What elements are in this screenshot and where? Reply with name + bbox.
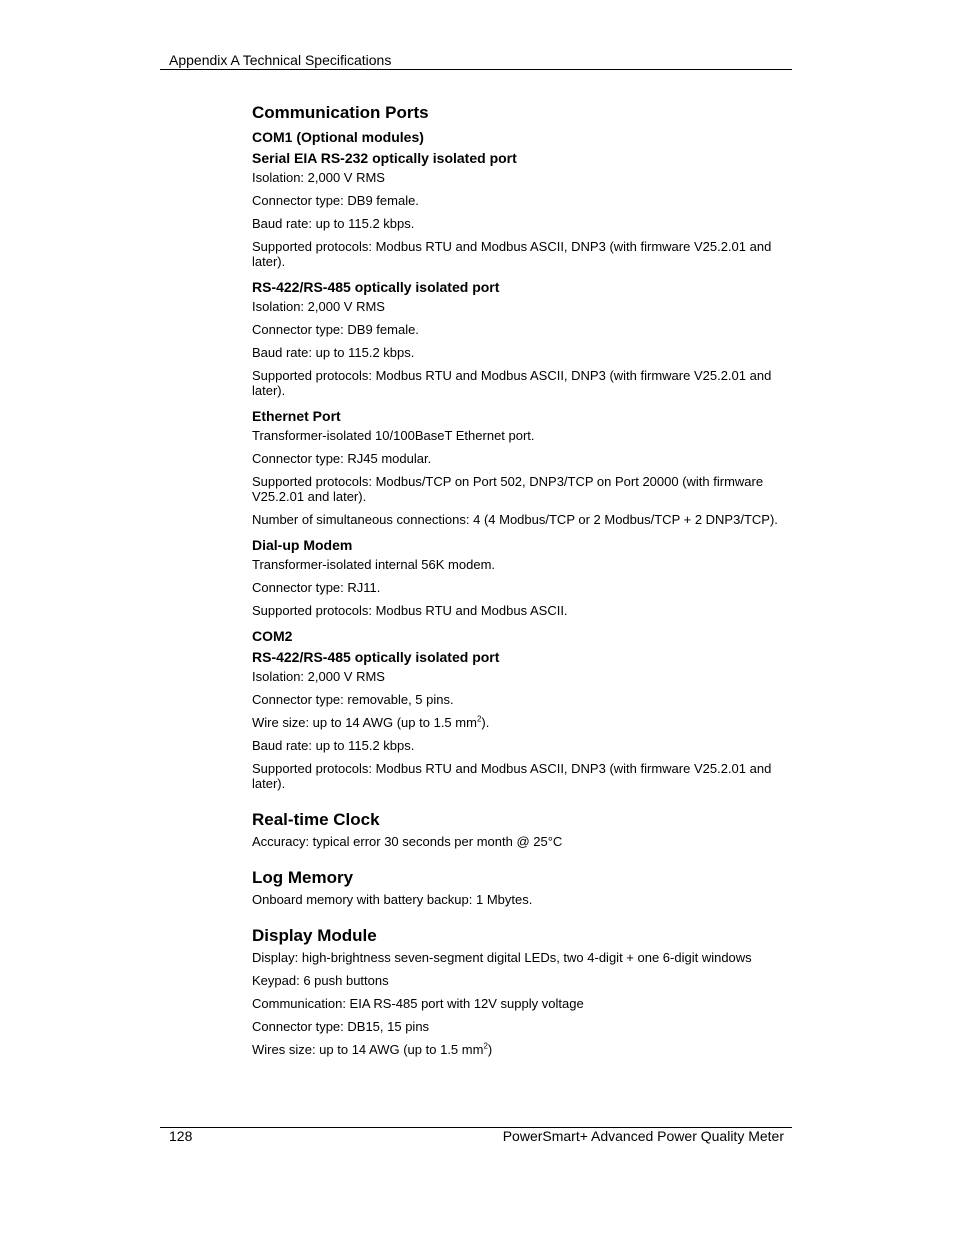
spec-line: Connector type: DB9 female. (252, 193, 419, 208)
spec-line: Supported protocols: Modbus/TCP on Port 502, DNP3/TCP on Port 20000 (with firmware V25.2.01 and later). (252, 474, 764, 504)
spec-line: Onboard memory with battery backup: 1 Mbytes. (252, 892, 533, 907)
spec-line-wire-size (252, 1042, 787, 1057)
spec-line: Connector type: DB15, 15 pins (252, 1019, 430, 1034)
spec-line: Transformer-isolated internal 56K modem. (252, 557, 496, 572)
spec-line: Supported protocols: Modbus RTU and Modbus ASCII, DNP3 (with firmware V25.2.01 and later). (252, 368, 772, 398)
spec-line: Connector type: RJ11. (252, 580, 381, 595)
section-title-display-module: Display Module (252, 926, 377, 945)
spec-line: Accuracy: typical error 30 seconds per month @ 25°C (252, 834, 563, 849)
superscript: 2 (483, 1041, 488, 1051)
wire-size-text: Wires size: up to 14 AWG (up to 1.5 mm (252, 1042, 484, 1057)
spec-line: Isolation: 2,000 V RMS (252, 170, 385, 185)
wire-size-suffix: ) (487, 1042, 493, 1057)
spec-line: Connector type: RJ45 modular. (252, 451, 432, 466)
spec-line: Isolation: 2,000 V RMS (252, 669, 385, 684)
spec-line: Baud rate: up to 115.2 kbps. (252, 738, 415, 753)
page-number: 128 (169, 1128, 193, 1144)
heading-rs232-port: Serial EIA RS-232 optically isolated port (252, 150, 517, 166)
spec-line: Supported protocols: Modbus RTU and Modbus ASCII, DNP3 (with firmware V25.2.01 and later). (252, 761, 772, 791)
section-title-log-memory: Log Memory (252, 868, 354, 887)
spec-line: Transformer-isolated 10/100BaseT Ethernet port. (252, 428, 535, 443)
heading-dialup-modem: Dial-up Modem (252, 537, 353, 553)
spec-line: Baud rate: up to 115.2 kbps. (252, 216, 415, 231)
spec-line-wire-size (252, 715, 787, 730)
wire-size-suffix: ). (481, 715, 490, 730)
subsection-title-com1: COM1 (Optional modules) (252, 129, 424, 145)
spec-line: Baud rate: up to 115.2 kbps. (252, 345, 415, 360)
running-footer-title: PowerSmart+ Advanced Power Quality Meter (502, 1128, 784, 1144)
spec-line: Connector type: removable, 5 pins. (252, 692, 454, 707)
superscript: 2 (476, 714, 482, 724)
spec-line: Communication: EIA RS-485 port with 12V supply voltage (252, 996, 584, 1011)
spec-line: Connector type: DB9 female. (252, 322, 419, 337)
heading-com1-rs485-port: RS-422/RS-485 optically isolated port (252, 279, 500, 295)
section-title-communication-ports: Communication Ports (252, 103, 429, 122)
spec-line: Keypad: 6 push buttons (252, 973, 389, 988)
wire-size-text: Wire size: up to 14 AWG (up to 1.5 mm (252, 715, 477, 730)
spec-line: Supported protocols: Modbus RTU and Modbus ASCII. (252, 603, 568, 618)
heading-ethernet-port: Ethernet Port (252, 408, 341, 424)
section-title-real-time-clock: Real-time Clock (252, 810, 380, 829)
page-content (252, 102, 787, 1065)
subsection-title-com2: COM2 (252, 628, 293, 644)
running-header: Appendix A Technical Specifications (169, 52, 392, 68)
spec-line: Supported protocols: Modbus RTU and Modbus ASCII, DNP3 (with firmware V25.2.01 and later). (252, 239, 772, 269)
spec-line: Display: high-brightness seven-segment digital LEDs, two 4-digit + one 6-digit windows (252, 950, 752, 965)
header-divider (160, 69, 792, 70)
spec-line: Number of simultaneous connections: 4 (4 Modbus/TCP or 2 Modbus/TCP + 2 DNP3/TCP). (252, 512, 778, 527)
spec-line: Isolation: 2,000 V RMS (252, 299, 385, 314)
heading-com2-rs485-port: RS-422/RS-485 optically isolated port (252, 649, 500, 665)
